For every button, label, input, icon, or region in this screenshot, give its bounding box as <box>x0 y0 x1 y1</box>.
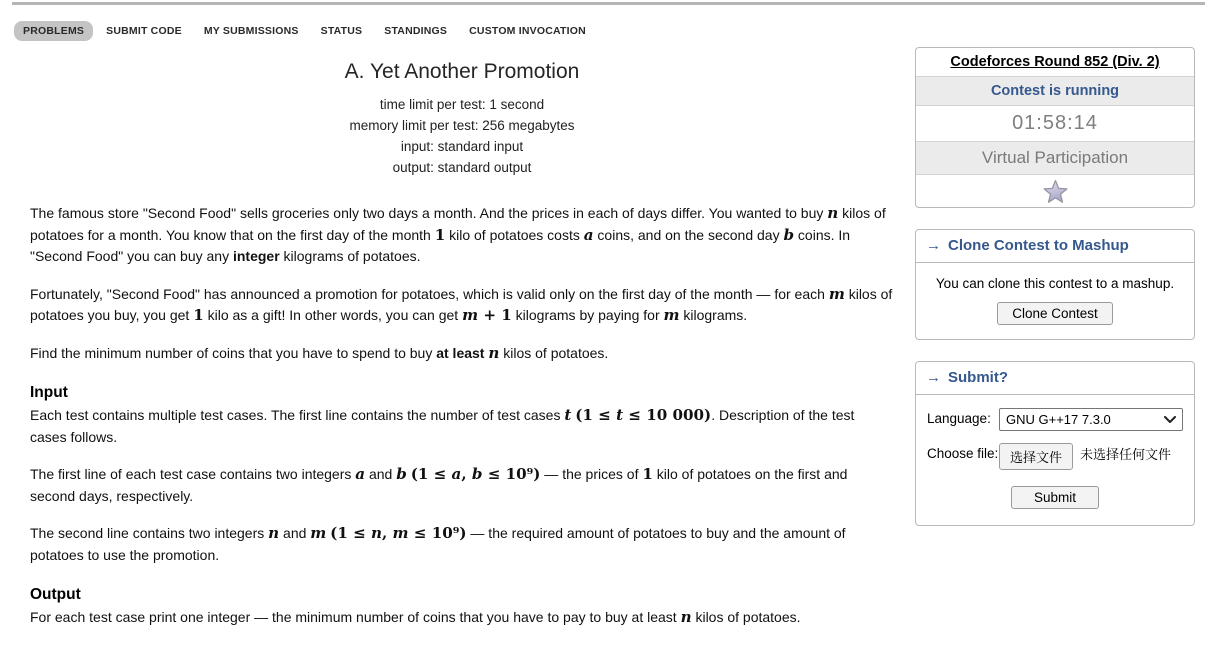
submit-form <box>916 395 1194 525</box>
input-paragraph: Each test contains multiple test cases. The first line contains the number of test cases t (1 ≤ t ≤ 10 000). Description of the test cases follows. <box>30 406 855 445</box>
participation-mode: Virtual Participation <box>916 142 1194 175</box>
file-input <box>999 443 1171 470</box>
favorite-row <box>916 175 1194 207</box>
input-paragraph: The first line of each test case contains two integers a and b (1 ≤ a, b ≤ 10⁹) — the prices of 1 kilo of potatoes on the first and second days, respectively. <box>30 465 848 504</box>
submit-box-title: Submit? <box>948 369 1008 386</box>
problem-header <box>30 60 894 178</box>
tab-standings[interactable]: STANDINGS <box>384 25 448 37</box>
input-section-title: Input <box>30 384 68 401</box>
choose-file-button[interactable]: 选择文件 <box>999 443 1073 470</box>
top-divider <box>12 2 1205 5</box>
tab-submit-code[interactable]: SUBMIT CODE <box>106 25 182 37</box>
star-icon[interactable] <box>1042 179 1069 204</box>
language-select[interactable] <box>999 408 1183 431</box>
sidebar <box>915 47 1195 547</box>
submit-box-caption <box>916 362 1194 395</box>
statement-paragraph: Find the minimum number of coins that you have to spend to buy at least n kilos of potatoes. <box>30 343 609 362</box>
clone-box-title: Clone Contest to Mashup <box>948 237 1129 254</box>
choose-file-label: Choose file: <box>927 446 999 461</box>
contest-title-row <box>916 48 1194 77</box>
contest-timer: 01:58:14 <box>916 106 1194 142</box>
arrow-right-icon: → <box>926 369 941 386</box>
output-section-title: Output <box>30 586 81 603</box>
arrow-right-icon: → <box>926 237 941 254</box>
submit-box <box>915 361 1195 526</box>
output-spec: output: standard output <box>392 160 532 175</box>
file-status-text: 未选择任何文件 <box>1080 447 1172 462</box>
problem-statement <box>30 52 894 645</box>
time-limit: time limit per test: 1 second <box>379 97 545 112</box>
clone-contest-box <box>915 229 1195 340</box>
contest-tabs <box>14 21 595 41</box>
statement-paragraph: Fortunately, "Second Food" has announced a promotion for potatoes, which is valid only on the first day of the month — for each m kilos of potatoes you buy, you get 1 kilo as a gift! In other words, you can get m + 1 kilograms by paying for m kilograms. <box>30 284 893 324</box>
tab-custom-invocation[interactable]: CUSTOM INVOCATION <box>469 25 586 37</box>
clone-description: You can clone this contest to a mashup. <box>935 276 1175 291</box>
contest-status: Contest is running <box>990 83 1120 99</box>
submit-button[interactable]: Submit <box>1011 486 1099 509</box>
input-paragraph: The second line contains two integers n and m (1 ≤ n, m ≤ 10⁹) — the required amount of potatoes to buy and the amount of potatoes to use the promotion. <box>30 524 846 563</box>
statement-paragraph: The famous store "Second Food" sells groceries only two days a month. And the prices in each of days differ. You wanted to buy n kilos of potatoes for a month. You know that on the first day of the month 1 kilo of potatoes costs a coins, and on the second day b coins. In "Second Food" you can buy any integer kilograms of potatoes. <box>30 204 886 264</box>
contest-info-box <box>915 47 1195 208</box>
clone-contest-button[interactable]: Clone Contest <box>997 302 1113 325</box>
language-label: Language: <box>927 411 991 426</box>
tab-my-submissions[interactable]: MY SUBMISSIONS <box>203 25 299 37</box>
language-select-wrap <box>999 408 1183 431</box>
input-spec: input: standard input <box>400 139 524 154</box>
contest-link[interactable]: Codeforces Round 852 (Div. 2) <box>950 54 1160 70</box>
contest-status-row <box>916 77 1194 106</box>
memory-limit: memory limit per test: 256 megabytes <box>349 118 575 133</box>
tab-status[interactable]: STATUS <box>320 25 363 37</box>
tab-problems[interactable]: PROBLEMS <box>14 21 93 41</box>
clone-box-body <box>916 263 1194 339</box>
statement-body <box>30 203 894 629</box>
problem-title: A. Yet Another Promotion <box>344 60 580 83</box>
clone-box-caption <box>916 230 1194 263</box>
output-paragraph: For each test case print one integer — the minimum number of coins that you have to pay to buy at least n kilos of potatoes. <box>30 608 801 626</box>
